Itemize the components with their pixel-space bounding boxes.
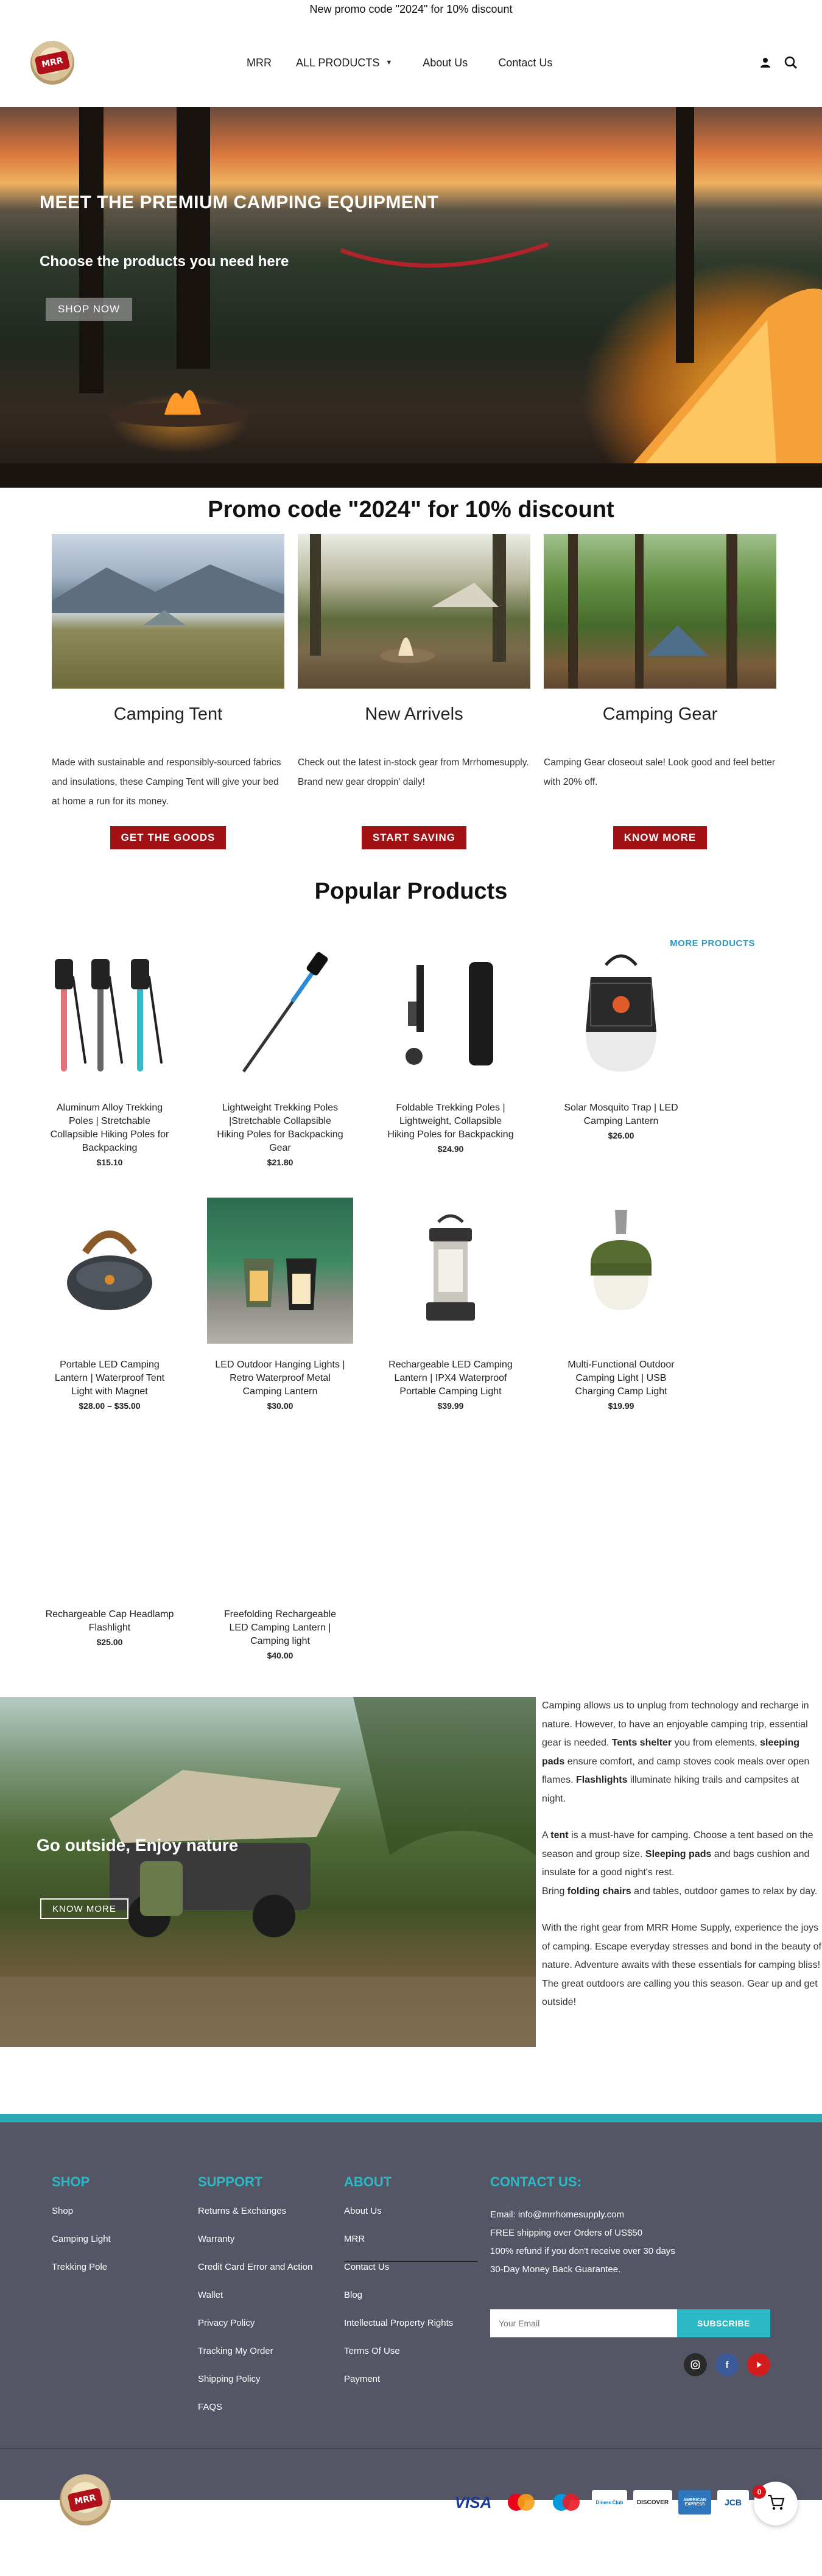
product-name: Foldable Trekking Poles | Lightweight, Collapsible Hiking Poles for Backpacking [387, 1103, 514, 1140]
footer-heading: SHOP [52, 2174, 90, 2189]
diners-club-icon: Diners Club [592, 2490, 627, 2515]
product-name: Rechargeable LED Camping Lantern | IPX4 Waterproof Portable Camping Light [388, 1360, 513, 1397]
product-name: Rechargeable Cap Headlamp Flashlight [45, 1609, 174, 1633]
product-card[interactable] [37, 1198, 183, 1411]
footer-about-column [344, 2174, 490, 2430]
main-nav [247, 18, 552, 107]
footer-link[interactable]: FAQS [198, 2402, 223, 2412]
outside-paragraph-1: Camping allows us to unplug from technology and recharge in nature. However, to have an enjoyable camping trip, essential gear is needed. Tents shelter you from elements, sleeping pads ensure comfort, and camp stoves cook meals over open flames. Flashlights illuminate hiking trails and campsites at night. [542, 1700, 810, 1804]
outside-know-more-button[interactable]: KNOW MORE [40, 1898, 128, 1919]
product-image [37, 1198, 183, 1344]
product-image [37, 1447, 183, 1593]
product-card[interactable] [378, 1198, 524, 1411]
promo-cards [0, 534, 822, 849]
product-name: Freefolding Rechargeable LED Camping Lantern | Camping light [223, 1609, 337, 1646]
product-image [37, 941, 183, 1087]
nav-label: About Us [423, 56, 468, 69]
floating-cart-button[interactable] [754, 2482, 798, 2525]
get-the-goods-button[interactable]: GET THE GOODS [110, 826, 227, 849]
search-icon[interactable] [784, 56, 798, 69]
contact-line: 30-Day Money Back Guarantee. [490, 2264, 621, 2275]
footer-link[interactable]: Credit Card Error and Action [198, 2262, 313, 2272]
promo-text: Check out the latest in-stock gear from Mrrhomesupply. Brand new gear droppin' daily! [298, 757, 529, 787]
footer-heading: CONTACT US: [490, 2174, 581, 2189]
footer-link[interactable]: Shipping Policy [198, 2374, 261, 2384]
email-field[interactable] [490, 2309, 677, 2337]
outside-title: Go outside, Enjoy nature [37, 1836, 239, 1855]
footer-link[interactable]: Camping Light [52, 2234, 111, 2244]
promo-title: Camping Gear [602, 704, 718, 724]
product-card[interactable] [37, 1447, 183, 1660]
product-name: Aluminum Alloy Trekking Poles | Stretchable Collapsible Hiking Poles for Backpacking [50, 1103, 169, 1153]
shopping-cart-icon [767, 2494, 785, 2514]
know-more-button[interactable]: KNOW MORE [613, 826, 708, 849]
contact-line: Email: info@mrrhomesupply.com [490, 2209, 625, 2220]
maestro-icon [547, 2490, 586, 2515]
start-saving-button[interactable]: START SAVING [362, 826, 466, 849]
footer-logo[interactable] [60, 2474, 111, 2525]
go-outside-section [0, 1697, 822, 2047]
promo-title: New Arrivels [365, 704, 463, 724]
footer-link[interactable]: Tracking My Order [198, 2346, 273, 2356]
promo-card-camping-gear [544, 534, 776, 849]
jcb-icon: JCB [717, 2490, 749, 2515]
footer-link[interactable]: About Us [344, 2206, 382, 2216]
chevron-down-icon: ▼ [385, 59, 393, 66]
product-name: Solar Mosquito Trap | LED Camping Lantern [564, 1103, 678, 1126]
product-image [207, 1447, 353, 1593]
promo-title: Camping Tent [113, 704, 223, 724]
outside-paragraph-3: With the right gear from MRR Home Supply, experience the joys of camping. Escape everyday stresses and bond in the beauty of nature. Adventure awaits with these essentials for camping bliss! The great outdoors are calling you this season. Gear up and get outside! [542, 1923, 821, 2007]
product-row [37, 1447, 785, 1660]
subscribe-button[interactable]: SUBSCRIBE [677, 2309, 770, 2337]
logo-text: MRR [67, 2488, 103, 2513]
nav-label: ALL PRODUCTS [296, 56, 380, 69]
product-price: $24.90 [437, 1144, 464, 1154]
product-image [548, 1198, 694, 1344]
footer-heading: ABOUT [344, 2174, 392, 2189]
footer-link[interactable]: Payment [344, 2374, 381, 2384]
footer-link[interactable]: Wallet [198, 2290, 223, 2300]
user-icon[interactable] [759, 56, 772, 69]
footer-link[interactable]: Warranty [198, 2234, 235, 2244]
products-section [0, 938, 822, 1660]
footer-link[interactable]: Intellectual Property Rights [344, 2318, 454, 2328]
product-price: $19.99 [608, 1401, 634, 1411]
footer-support-column [198, 2174, 344, 2430]
hero-title: MEET THE PREMIUM CAMPING EQUIPMENT [40, 192, 439, 212]
product-row [37, 1198, 785, 1411]
product-card[interactable] [548, 1198, 694, 1411]
nav-item-contact-us[interactable] [498, 57, 552, 69]
facebook-icon[interactable]: f [715, 2353, 739, 2376]
product-name: Lightweight Trekking Poles |Stretchable Collapsible Hiking Poles for Backpacking Gear [217, 1103, 343, 1153]
product-name: LED Outdoor Hanging Lights | Retro Waterproof Metal Camping Lantern [215, 1360, 345, 1397]
camping-gear-image[interactable] [544, 534, 776, 689]
product-card[interactable] [207, 1198, 353, 1411]
footer-divider [0, 2448, 822, 2449]
product-price: $26.00 [608, 1131, 634, 1140]
footer-link[interactable]: Contact Us [344, 2262, 390, 2272]
discover-icon: DISCOVER [633, 2490, 672, 2515]
social-links [490, 2353, 770, 2376]
instagram-icon[interactable] [684, 2353, 707, 2376]
contact-line: 100% refund if you don't receive over 30 days [490, 2246, 675, 2256]
contact-line: FREE shipping over Orders of US$50 [490, 2228, 643, 2238]
site-header [0, 18, 822, 107]
nav-item-all-products[interactable] [296, 57, 392, 69]
site-footer [0, 2122, 822, 2511]
footer-link[interactable]: Shop [52, 2206, 74, 2216]
footer-heading: SUPPORT [198, 2174, 263, 2189]
footer-contact [490, 2174, 770, 2376]
popular-products-heading: Popular Products [314, 879, 508, 904]
go-outside-image [0, 1697, 536, 2047]
camping-tent-image[interactable] [52, 534, 284, 689]
product-price: $39.99 [437, 1401, 464, 1411]
footer-shop-column [52, 2174, 198, 2430]
footer-columns [52, 2174, 490, 2430]
promo-card-camping-tent [52, 534, 284, 849]
product-card[interactable] [548, 941, 694, 1167]
promo-card-new-arrivals [298, 534, 530, 849]
announcement-text: New promo code "2024" for 10% discount [309, 2, 513, 15]
hero-banner [0, 107, 822, 488]
product-name: Multi-Functional Outdoor Camping Light | USB Charging Camp Light [567, 1360, 675, 1397]
newsletter-form [490, 2309, 770, 2337]
product-card[interactable] [37, 941, 183, 1167]
hero-subtitle: Choose the products you need here [40, 253, 289, 270]
shop-now-button[interactable]: SHOP NOW [46, 298, 132, 321]
product-row [37, 941, 785, 1167]
footer-link[interactable]: Blog [344, 2290, 363, 2300]
product-image [378, 941, 524, 1087]
footer-link[interactable]: Privacy Policy [198, 2318, 255, 2328]
footer-link[interactable]: Returns & Exchanges [198, 2206, 287, 2216]
product-card[interactable] [378, 941, 524, 1167]
more-products-link[interactable]: MORE PRODUCTS [670, 938, 755, 949]
nav-label: MRR [247, 56, 272, 69]
mastercard-icon [502, 2490, 541, 2515]
product-image [207, 1198, 353, 1344]
footer-link[interactable]: Terms Of Use [344, 2346, 400, 2356]
youtube-icon[interactable] [747, 2353, 770, 2376]
product-price: $28.00 – $35.00 [79, 1401, 141, 1411]
logo-text: MRR [34, 51, 70, 75]
product-price: $40.00 [267, 1651, 293, 1660]
product-image [207, 941, 353, 1087]
product-price: $21.80 [267, 1157, 293, 1167]
site-logo[interactable] [30, 41, 74, 85]
footer-accent-bar [0, 2114, 822, 2122]
nav-item-about-us[interactable] [423, 57, 468, 69]
product-price: $30.00 [267, 1401, 293, 1411]
outside-paragraph-2: A tent is a must-have for camping. Choose a tent based on the season and group size. Sleeping pads and bags cushion and insulate for a good night's rest. Bring folding chairs and tables, outdoor games to relax by day. [542, 1830, 818, 1897]
product-price: $25.00 [96, 1637, 123, 1647]
amex-icon: AMERICAN EXPRESS [678, 2490, 711, 2515]
visa-icon: VISA [454, 2493, 492, 2511]
header-icons [759, 18, 798, 107]
product-card[interactable] [207, 1447, 353, 1660]
product-image [378, 1198, 524, 1344]
new-arrivals-image[interactable] [298, 534, 530, 689]
product-price: $15.10 [96, 1157, 123, 1167]
promo-heading: Promo code "2024" for 10% discount [208, 497, 614, 522]
footer-link[interactable]: MRR [344, 2234, 478, 2262]
footer-bottom [0, 2463, 822, 2524]
promo-text: Camping Gear closeout sale! Look good and feel better with 20% off. [544, 757, 775, 787]
announcement-bar [0, 0, 822, 18]
promo-text: Made with sustainable and responsibly-sourced fabrics and insulations, these Camping Tent will give your bed at home a run for its money. [52, 757, 281, 807]
nav-item-mrr[interactable] [247, 57, 272, 69]
footer-link[interactable]: Trekking Pole [52, 2262, 108, 2272]
nav-label: Contact Us [498, 56, 553, 69]
product-image [548, 941, 694, 1087]
product-card[interactable] [207, 941, 353, 1167]
cart-count-badge: 0 [753, 2485, 766, 2499]
product-name: Portable LED Camping Lantern | Waterproof Tent Light with Magnet [54, 1360, 165, 1397]
payment-methods [451, 2490, 749, 2515]
outside-text [536, 1697, 822, 2047]
